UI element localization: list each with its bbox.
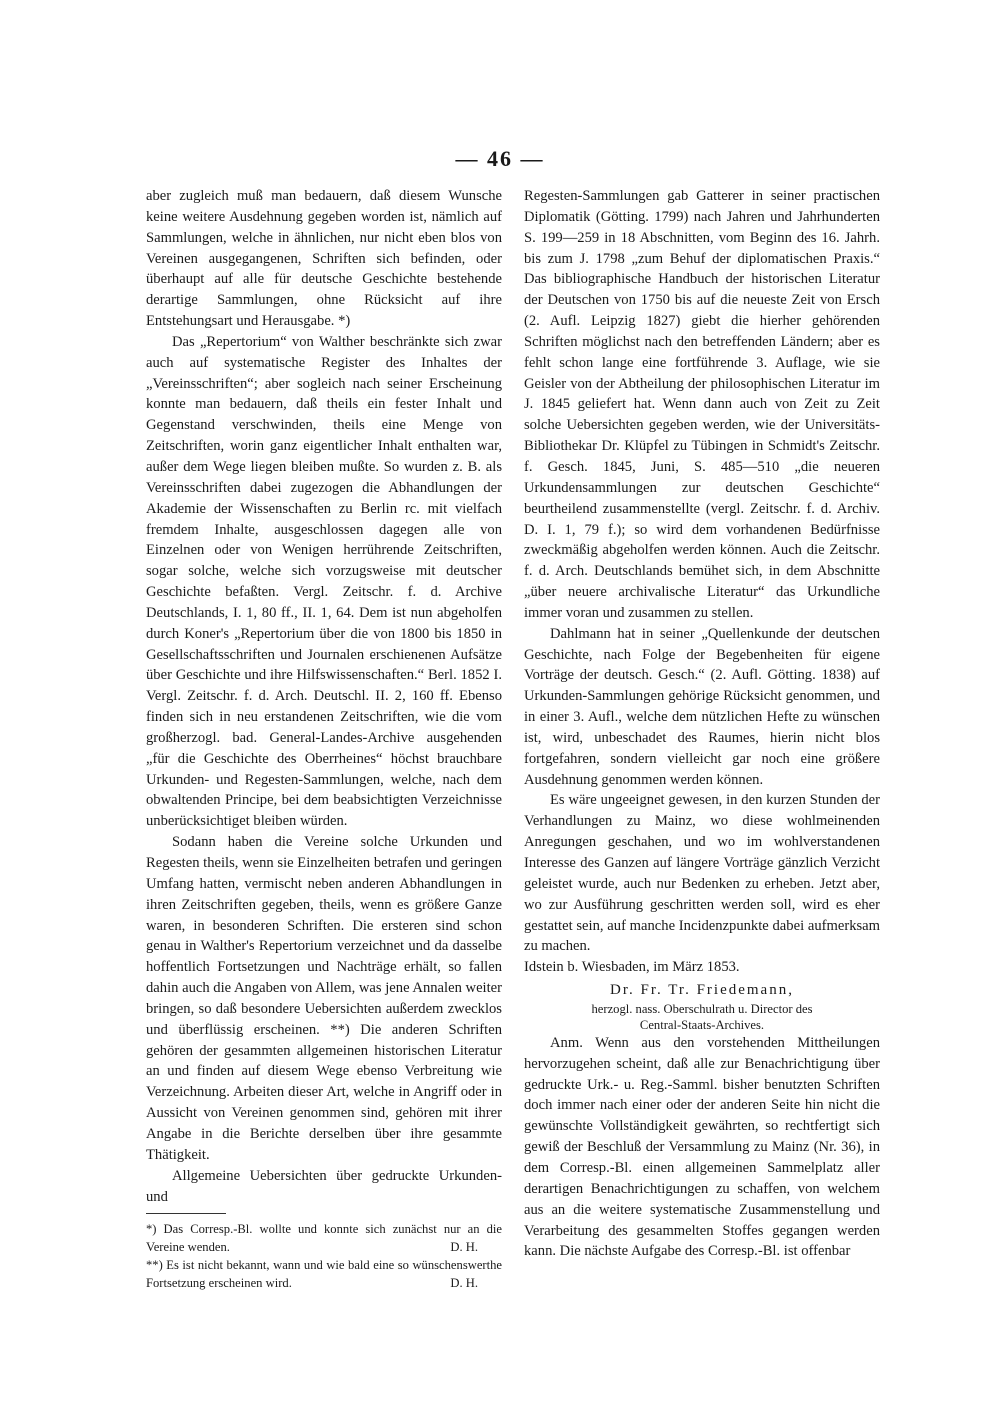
- footnote: [146, 1220, 502, 1256]
- author-title: herzogl. nass. Oberschulrath u. Director des: [591, 1001, 813, 1016]
- paragraph: Allgemeine Uebersichten über gedruckte Urkunden- und: [146, 1167, 502, 1205]
- annotation-note: Anm. Wenn aus den vorstehenden Mittheilungen hervorzugehen scheint, daß alle zur Benachrichtigung über gedruckte Urk.- u. Reg.-Samml. bisher benutzten Schriften doch immer nach einer oder der anderen Seite hin nicht die gewünschte Vollständigkeit gewährten, so rechtfertigt sich gewiß der Beschluß der Versammlung zu Mainz (Nr. 36), in dem Corresp.-Bl. einen allgemeinen Sammelplatz aller derartigen Benachrichtigungen zu schaffen, von welchem aus an die weitere systematische Zusammenstellung und Verarbeitung des gesammelten Stoffes gegangen werden kann. Die nächste Aufgabe des Corresp.-Bl. ist offenbar: [524, 1034, 880, 1260]
- place-date: Idstein b. Wiesbaden, im März 1853.: [524, 959, 740, 976]
- right-column: [524, 186, 880, 1262]
- author-title: Central-Staats-Archives.: [639, 1017, 765, 1032]
- footnote-signature: D. H.: [450, 1240, 478, 1255]
- left-column: [146, 186, 502, 1292]
- footnote-text: *) Das Corresp.-Bl. wollte und konnte sich zunächst nur an die Vereine wenden.: [146, 1222, 502, 1255]
- footnote-text: **) Es ist nicht bekannt, wann und wie bald eine so wünschenswerthe Fortsetzung erscheinen wird.: [146, 1258, 502, 1291]
- paragraph: Sodann haben die Vereine solche Urkunden und Regesten theils, wenn sie Einzelheiten betrafen und geringen Umfang hatten, vermischt neben anderen Abhandlungen in ihren Zeitschriften gegeben, theils, wenn es größere Ganze waren, in besonderen Schriften. Die ersteren sind schon genau in Walther's Repertorium verzeichnet und da dasselbe hoffentlich Fortsetzungen und Nachträge erhält, so fallen dahin auch die Angaben von Allem, was jene Annalen weiter bringen, so daß besondere Uebersichten außerdem zwecklos und überflüssig erscheinen. **) Die anderen Schriften gehören der gesammten allgemeinen historischen Literatur an und finden auf diesem Wege ebenso Verbreitung wie Verzeichnung. Arbeiten dieser Art, welche in Angriff oder in Aussicht von Vereinen genommen sind, gehören mit ihrer Angabe in die Berichte derselben über ihre gesammte Thätigkeit.: [146, 834, 502, 1163]
- footnote-divider: [146, 1213, 226, 1214]
- author-name: Dr. Fr. Tr. Friedemann,: [610, 982, 794, 999]
- paragraph: Das „Repertorium“ von Walther beschränkte sich zwar auch auf systematische Register des Inhaltes der „Vereinsschriften“; aber sogleich nach seiner Erscheinung konnte man bedauern, daß theils ein fester Inhalt und Gegenstand verschwinden, theils eine Menge von Zeitschriften, worin ganz eigentlicher Inhalt enthalten war, außer dem Wege liegen bleiben mußte. So wurden z. B. als Vereinsschriften dabei zugezogen die Abhandlungen der Akademie der Wissenschaften zu Berlin rc. mit vielfach fremdem Inhalte, ausgeschlossen dagegen alle von Einzelnen oder von Wenigen herrührende Zeitschriften, sogar solche, welche sich vorzugsweise mit deutscher Geschichte befaßten. Vergl. Zeitschr. f. d. Archive Deutschlands, I. 1, 80 ff., II. 1, 64. Dem ist nun abgeholfen durch Koner's „Repertorium über die von 1800 bis 1850 in Gesellschaftsschriften und Journalen erschienenen Aufsätze über Geschichte und ihre Hilfswissenschaften.“ Berl. 1852 I. Vergl. Zeitschr. f. d. Arch. Deutschl. II. 2, 160 ff. Ebenso finden sich in neu erstandenen Zeitschriften, wie die vom großherzogl. bad. General-Landes-Archive ausgehenden „für die Geschichte des Oberrheines“ höchst brauchbare Urkunden- und Regesten-Sammlungen, welche, nach dem obwaltenden Principe, bei dem beabsichtigten Verzeichnisse unberücksichtiget bleiben würden.: [146, 333, 502, 830]
- paragraph: Dahlmann hat in seiner „Quellenkunde der deutschen Geschichte, nach Folge der Begebenheiten für eigene Vorträge der deutsch. Gesch.“ (2. Aufl. Götting. 1838) auf Urkunden-Sammlungen gehörige Rücksicht genommen, und in einer 3. Aufl., welche dem nützlichen Hefte zu wünschen ist, wird, unbeschadet des Raumes, hierin nicht blos fortgefahren, sondern vielleicht gar noch eine größere Ausdehnung genommen werden können.: [524, 625, 880, 788]
- paragraph: aber zugleich muß man bedauern, daß diesem Wunsche keine weitere Ausdehnung gegeben worden ist, nämlich auf Sammlungen, welche in ähnlichen, nur nicht eben blos von Vereinen ausgegangenen, Schriften sich befinden, oder überhaupt auf alle für deutsche Geschichte bestehende derartige Sammlungen, ohne Rücksicht auf ihre Entstehungsart und Herausgabe. *): [146, 188, 502, 330]
- footnote: [146, 1256, 502, 1292]
- paragraph: Regesten-Sammlungen gab Gatterer in seiner practischen Diplomatik (Götting. 1799) nach Jahren und Jahrhunderten S. 199—259 in 18 Abschnitten, vom Beginn des 16. Jahrh. bis zum J. 1798 „zum Behuf der diplomatischen Praxis.“ Das bibliographische Handbuch der historischen Literatur der Deutschen von 1750 bis auf die neueste Zeit von Ersch (2. Aufl. Leipzig 1827) giebt die hierher gehörenden Schriften möglichst nach den betreffenden Ländern; aber es fehlt schon lange eine fortführende 3. Auflage, wie sie Geisler von der Abtheilung der philosophischen Literatur im J. 1845 geliefert hat. Wenn dann auch von Zeit zu Zeit solche Uebersichten gegeben werden, wie der Universitäts-Bibliothekar Dr. Klüpfel zu Tübingen in Schmidt's Zeitschr. f. Gesch. 1845, Juni, S. 485—510 „die neueren Urkundensammlungen zur deutschen Geschichte“ beurtheilend zusammenstellte (vergl. Zeitschr. f. d. Archiv. D. I. 1, 79 f.); so wird dem vorhandenen Bedürfnisse zweckmäßig abgeholfen werden können. Auch die Zeitschr. f. d. Arch. Deutschlands bemühet sich, in dem Abschnitte „über neuere archivalische Literatur“ das Urkundliche immer voran und zusammen zu stellen.: [524, 188, 880, 621]
- signature-block: [524, 980, 880, 1033]
- paragraph: Es wäre ungeeignet gewesen, in den kurzen Stunden der Verhandlungen zu Mainz, wo diese wohlmeinenden Anregungen geschahen, und wo im wohlverstandenen Interesse des Ganzen auf längere Vorträge gänzlich Verzicht geleistet wurde, auch nur Bedenken zu erheben. Jetzt aber, wo zur Ausführung geschritten werden soll, wird es eher gestattet sein, auf manche Incidenzpunkte dabei aufmerksam zu machen.: [524, 792, 880, 955]
- footnote-signature: D. H.: [450, 1276, 478, 1291]
- page-number: — 46 —: [455, 146, 545, 171]
